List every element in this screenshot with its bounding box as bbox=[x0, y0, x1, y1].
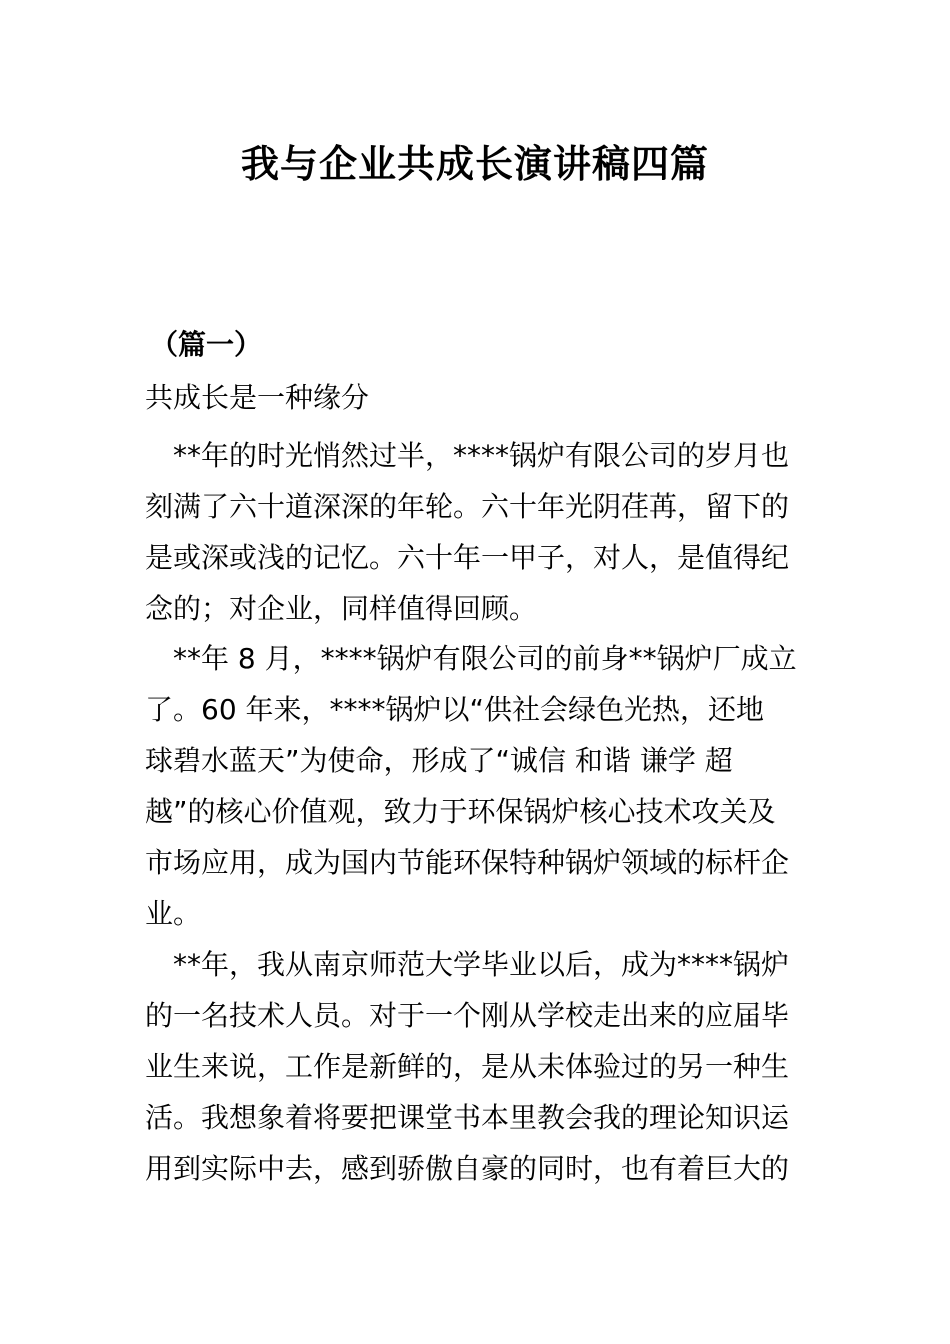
paragraph-line: 球碧水蓝天”为使命，形成了“诚信 和谐 谦学 超 bbox=[145, 744, 733, 777]
paragraph-line: 业生来说，工作是新鲜的，是从未体验过的另一种生 bbox=[145, 1050, 790, 1083]
paragraph-line: 活。我想象着将要把课堂书本里教会我的理论知识运 bbox=[145, 1101, 790, 1134]
paragraph-line: 刻满了六十道深深的年轮。六十年光阴荏苒，留下的 bbox=[145, 490, 790, 523]
paragraph-3 bbox=[145, 939, 810, 1194]
paragraph-line: 市场应用，成为国内节能环保特种锅炉领域的标杆企 bbox=[145, 846, 790, 879]
paragraph-2 bbox=[145, 633, 810, 939]
paragraph-line: 是或深或浅的记忆。六十年一甲子，对人，是值得纪 bbox=[145, 541, 790, 574]
document-title: 我与企业共成长演讲稿四篇 bbox=[240, 142, 709, 186]
paragraph-line: **年的时光悄然过半，****锅炉有限公司的岁月也 bbox=[173, 439, 790, 472]
section-subtitle: 共成长是一种缘分 bbox=[145, 381, 370, 414]
section-label: （篇一） bbox=[150, 328, 263, 361]
paragraph-line: **年 8 月，****锅炉有限公司的前身**锅炉厂成立 bbox=[173, 642, 797, 675]
paragraph-line: 了。60 年来，****锅炉以“供社会绿色光热，还地 bbox=[145, 693, 765, 726]
paragraph-line: 用到实际中去，感到骄傲自豪的同时，也有着巨大的 bbox=[145, 1152, 790, 1185]
paragraph-1 bbox=[145, 430, 810, 634]
paragraph-line: 念的；对企业，同样值得回顾。 bbox=[145, 592, 538, 625]
paragraph-line: 业。 bbox=[145, 897, 202, 930]
paragraph-line: **年，我从南京师范大学毕业以后，成为****锅炉 bbox=[173, 948, 790, 981]
paragraph-line: 越”的核心价值观，致力于环保锅炉核心技术攻关及 bbox=[145, 795, 776, 828]
paragraph-line: 的一名技术人员。对于一个刚从学校走出来的应届毕 bbox=[145, 999, 790, 1032]
